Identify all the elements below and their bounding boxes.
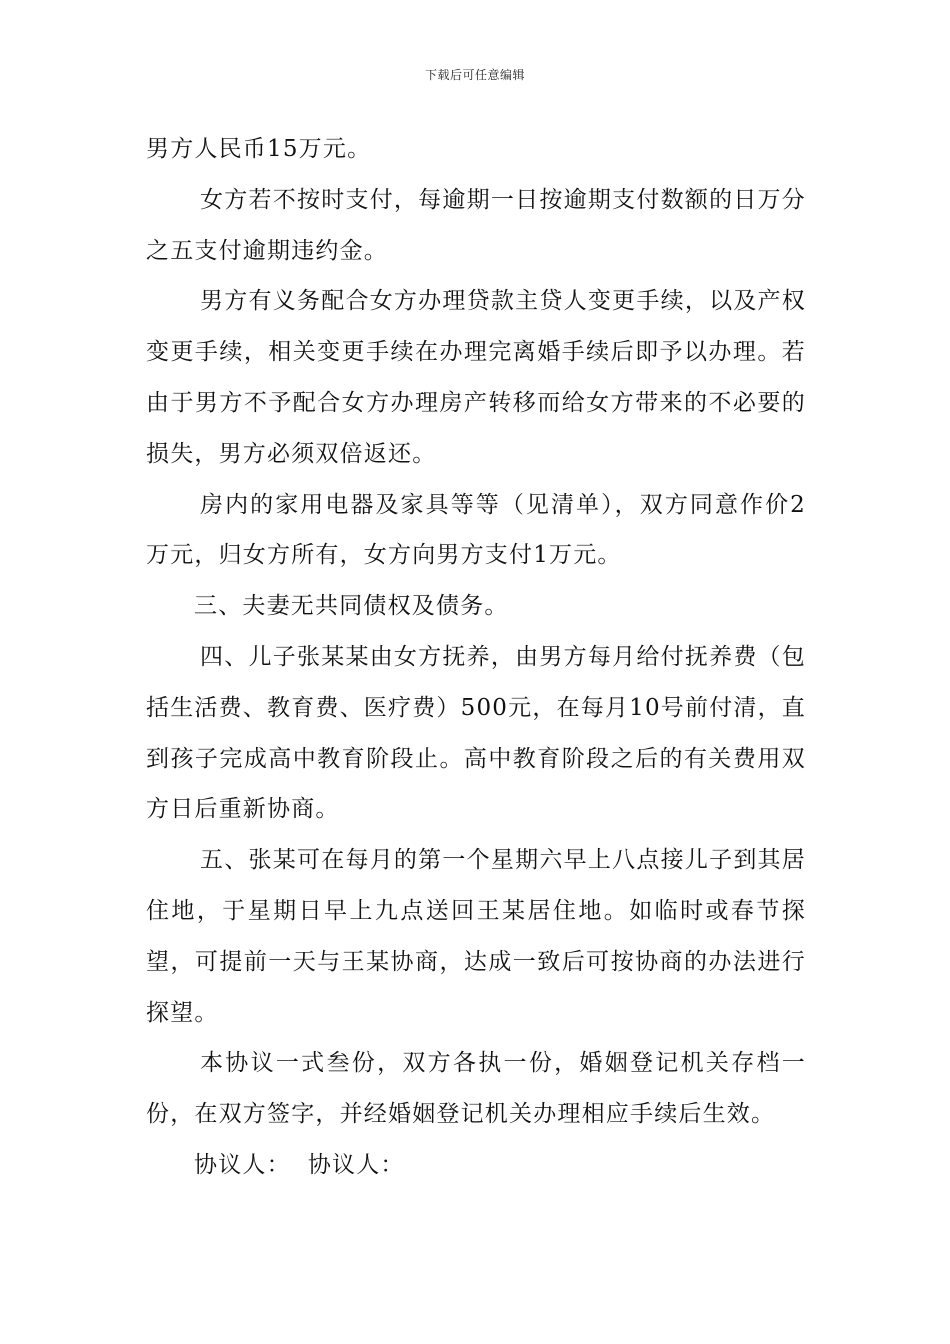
signature-line: 协议人： 协议人： <box>194 1151 405 1178</box>
paragraph-loan-change: 男方有义务配合女方办理贷款主贷人变更手续，以及产权变更手续，相关变更手续在办理完离婚手续后即予以办理。若由于男方不予配合女方办理房产转移而给女方带来的不必要的损失，男方必须双倍返还。 <box>146 288 806 467</box>
paragraph-debts: 三、夫妻无共同债权及债务。 <box>194 593 509 620</box>
document-body <box>146 124 806 1191</box>
paragraph-continuation: 男方人民币15万元。 <box>146 136 372 162</box>
page-header: 下载后可任意编辑 <box>424 68 525 82</box>
paragraph-visitation: 五、张某可在每月的第一个星期六早上八点接儿子到其居住地，于星期日早上九点送回王某居住地。如临时或春节探望，可提前一天与王某协商，达成一致后可按协商的办法进行探望。 <box>146 847 806 1026</box>
paragraph-child-support: 四、儿子张某某由女方抚养，由男方每月给付抚养费（包括生活费、教育费、医疗费）500元，在每月10号前付清，直到孩子完成高中教育阶段止。高中教育阶段之后的有关费用双方日后重新协商。 <box>146 643 806 823</box>
paragraph-late-payment: 女方若不按时支付，每逾期一日按逾期支付数额的日万分之五支付逾期违约金。 <box>146 186 806 264</box>
paragraph-appliances: 房内的家用电器及家具等等（见清单），双方同意作价2万元，归女方所有，女方向男方支付1万元。 <box>146 491 806 569</box>
paragraph-copies: 本协议一式叁份，双方各执一份，婚姻登记机关存档一份，在双方签字，并经婚姻登记机关办理相应手续后生效。 <box>146 1050 806 1128</box>
